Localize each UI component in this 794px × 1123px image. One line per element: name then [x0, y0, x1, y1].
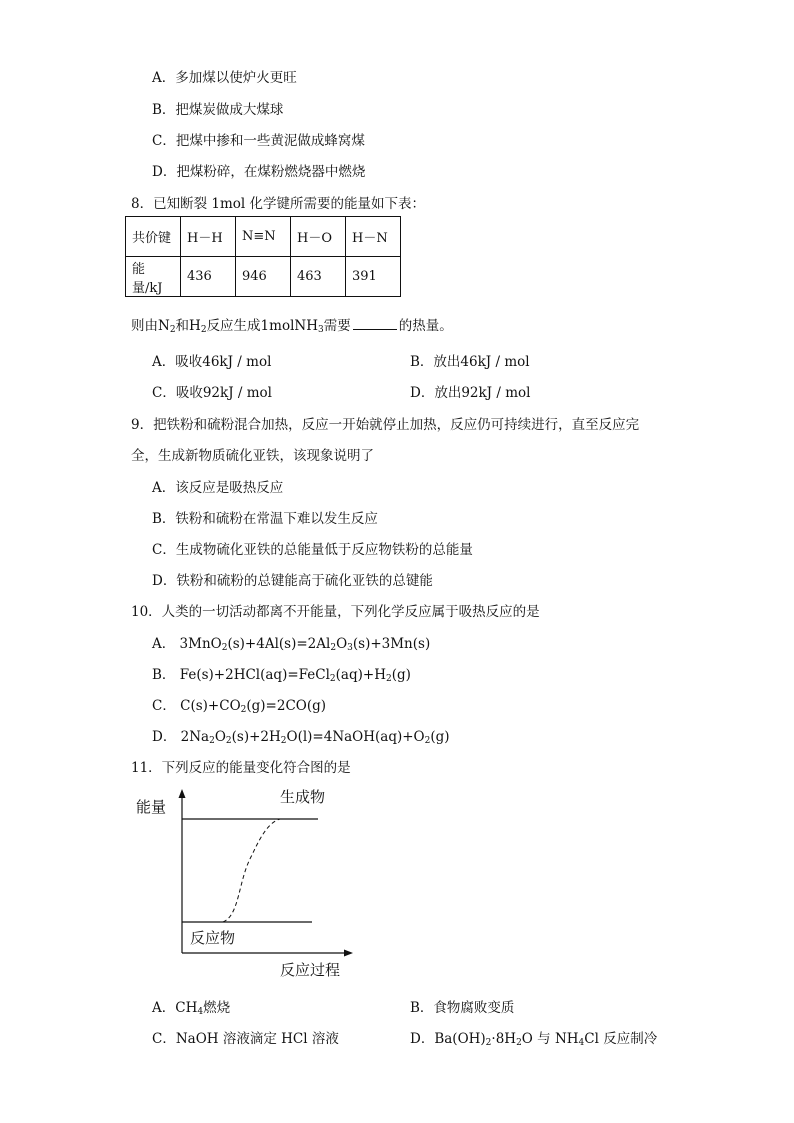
q10-option-c: C． $C(s)+CO_2(g)=2CO(g)$	[152, 698, 327, 715]
q11-option-b: B．食物腐败变质	[410, 1000, 515, 1016]
table-cell: H－O	[291, 217, 346, 257]
table-row	[126, 217, 401, 257]
table-cell: 436	[181, 257, 236, 297]
q10-option-d: D． $2Na_2O_2(s)+2H_2O(l)=4NaOH(aq)+O_2(g)$	[152, 729, 450, 746]
table-cell: H－H	[181, 217, 236, 257]
q9-option-d: D．铁粉和硫粉的总键能高于硫化亚铁的总键能	[152, 573, 433, 589]
q8-question: 则由$N_2$和$H_2$反应生成1molNH$_3$需要 的热量。	[131, 318, 453, 335]
y-axis-arrow-icon	[179, 789, 186, 798]
q10-option-b: B． $Fe(s)+2HCl(aq)=FeCl_2(aq)+H_2(g)$	[152, 667, 411, 684]
table-cell: 463	[291, 257, 346, 297]
table-cell: N≡N	[236, 217, 291, 257]
x-axis-label: 反应过程	[280, 961, 341, 979]
q7-option-a: A．多加煤以使炉火更旺	[152, 70, 297, 86]
q7-option-d: D．把煤粉碎，在煤粉燃烧器中燃烧	[152, 164, 366, 180]
q7-option-c: C．把煤中掺和一些黄泥做成蜂窝煤	[152, 133, 365, 149]
q9-stem-line1: 9．把铁粉和硫粉混合加热，反应一开始就停止加热，反应仍可持续进行，直至反应完	[131, 417, 640, 433]
y-axis-label: 能量	[136, 798, 167, 816]
reactant-label: 反应物	[190, 929, 236, 947]
q10-stem: 10．人类的一切活动都离不开能量，下列化学反应属于吸热反应的是	[131, 604, 540, 620]
energy-diagram	[130, 785, 370, 985]
q8-option-b: B．放出46kJ / mol	[410, 354, 530, 370]
q11-option-a: A．$CH_4$燃烧	[152, 1000, 231, 1017]
q11-stem: 11．下列反应的能量变化符合图的是	[131, 760, 351, 776]
x-axis-arrow-icon	[344, 950, 353, 957]
table-header-cell: 能量/kJ	[126, 257, 181, 297]
energy-curve	[223, 819, 280, 922]
q8-option-c: C．吸收92kJ / mol	[152, 385, 272, 401]
q11-option-c: C．NaOH 溶液滴定 HCl 溶液	[152, 1031, 339, 1047]
q8-option-a: A．吸收46kJ / mol	[152, 354, 272, 370]
table-cell: H－N	[346, 217, 401, 257]
q10-option-a: A． $3MnO_2(s)+4Al(s)=2Al_2O_3(s)+3Mn(s)$	[152, 636, 431, 653]
q9-option-b: B．铁粉和硫粉在常温下难以发生反应	[152, 511, 378, 527]
bond-energy-table	[125, 216, 401, 297]
table-header-cell: 共价键	[126, 217, 181, 257]
q9-option-a: A．该反应是吸热反应	[152, 480, 284, 496]
q9-option-c: C．生成物硫化亚铁的总能量低于反应物铁粉的总能量	[152, 542, 473, 558]
q9-stem-line2: 全，生成新物质硫化亚铁，该现象说明了	[131, 448, 374, 464]
q8-stem: 8．已知断裂 1mol 化学键所需要的能量如下表：	[131, 196, 426, 212]
table-row	[126, 257, 401, 297]
table-cell: 946	[236, 257, 291, 297]
q7-option-b: B．把煤炭做成大煤球	[152, 102, 284, 118]
table-cell: 391	[346, 257, 401, 297]
q11-option-d: D．$Ba(OH)_2\cdot 8H_2O$ 与 $NH_4Cl$ 反应制冷	[410, 1031, 658, 1048]
answer-blank	[353, 319, 397, 330]
product-label: 生成物	[280, 788, 326, 806]
q8-option-d: D．放出92kJ / mol	[410, 385, 531, 401]
